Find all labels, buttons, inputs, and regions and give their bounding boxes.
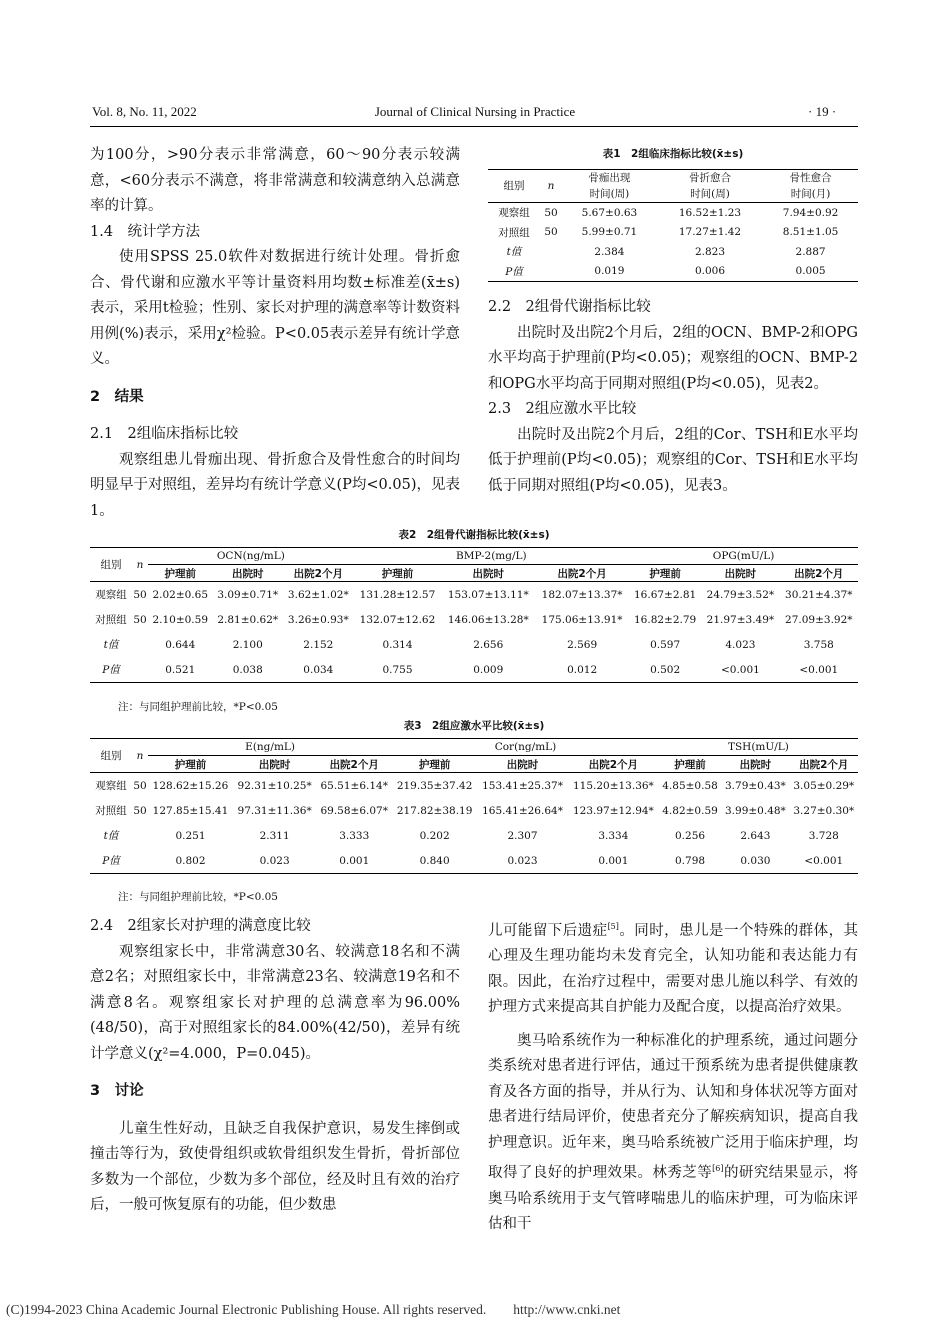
table-cell: 65.51±6.14* [320,779,388,792]
paragraph: 出院时及出院2个月后，2组的Cor、TSH和E水平均低于护理前(P均<0.05)；观察组的Cor、TSH和E水平均低于同期对照组(P均<0.05)，见表3。 [488,426,858,494]
table-cell: 3.26±0.93* [287,613,349,626]
table-cell: 3.333 [339,829,370,842]
table-cell [132,632,148,657]
table-cell: 97.31±11.36* [237,804,312,817]
table-cell: 128.62±15.26 [152,779,229,792]
table-cell: 153.41±25.37* [482,779,563,792]
page-number: · 19 · [808,104,837,119]
table-cell: <0.001 [790,848,858,874]
table-header: 组别 [90,548,132,582]
table-cell: 0.314 [382,638,413,651]
table-cell: 对照组 [498,226,530,239]
table-caption: 表1 2组临床指标比较(x̄±s) [602,148,744,160]
table-cell: 17.27±1.42 [678,226,742,239]
table-header: 出院2个月 [780,565,858,582]
table-cell: 182.07±13.37* [541,588,623,601]
table-cell: 0.798 [659,848,721,874]
table-cell [540,262,562,282]
table-cell: 69.58±6.07* [320,804,388,817]
section-heading-2-1: 2.1 2组临床指标比较 [90,426,239,442]
table-row [488,262,858,282]
table-cell: 0.038 [212,657,283,683]
table-cell: 3.27±0.30* [793,804,855,817]
paragraph: 为100分，>90分表示非常满意，60～90分表示较满意，<60分表示不满意，将非常满意和较满意纳入总满意率的计算。 [90,147,460,214]
table-cell: 131.28±12.57 [359,588,436,601]
table-header: 出院时 [477,756,568,773]
table-cell: P值 [488,262,540,282]
paragraph: 儿童生性好动，且缺乏自我保护意识，易发生摔倒或撞击等行为，致使骨组织或软骨组织发生骨折，骨折部位多数为一个部位，少数为多个部位，经及时且有效的治疗后，一般可恢复原有的功能，但少数患 [90,1120,460,1213]
journal-title: Journal of Clinical Nursing in Practice [374,104,576,119]
table-header: 护理前 [148,565,212,582]
table-row [90,632,858,657]
table-cell: 0.802 [148,848,233,874]
right-column-bottom [488,914,858,1238]
table-cell: 50 [133,804,147,817]
table-cell: 2.02±0.65 [152,588,209,601]
table-cell: 0.006 [657,262,763,282]
table-cell: 2.152 [303,638,334,651]
table-header: 出院时 [721,756,789,773]
table-cell: 7.94±0.92 [782,206,839,219]
table-cell: 0.009 [441,657,535,683]
table-cell: 24.79±3.52* [706,588,775,601]
table-row [90,848,858,874]
table-cell [132,823,148,848]
table-cell: 0.001 [568,848,659,874]
table-cell: 16.52±1.23 [678,206,742,219]
table-header: Cor(ng/mL) [392,739,659,756]
table-header: 出院2个月 [316,756,392,773]
table-header: 护理前 [629,565,701,582]
table-header: 骨痂出现 时间(周) [562,170,657,203]
table-caption: 表2 2组骨代谢指标比较(x̄±s) [398,529,550,541]
table-header: 出院2个月 [568,756,659,773]
table-cell: 0.012 [535,657,629,683]
table-cell: 0.840 [392,848,477,874]
text-run: 的研究结果显示，将奥马哈系统用于支气管哮喘患儿的临床护理，可为临床评估和干 [488,1165,859,1233]
table-cell: 3.79±0.43* [725,779,786,792]
table-cell: 16.82±2.79 [634,613,697,626]
table-cell: <0.001 [780,657,858,683]
table-cell: 对照组 [95,805,127,817]
table-cell: 4.82±0.59 [662,804,718,817]
table-cell: 0.005 [763,262,858,282]
table-cell: 对照组 [95,614,127,626]
table-row [90,773,858,799]
table-cell: 2.311 [259,829,290,842]
table-header: 出院2个月 [535,565,629,582]
table-header: 组别 [90,739,132,773]
table-cell: 0.019 [562,262,657,282]
table-cell: P值 [90,848,132,874]
table-cell: 0.755 [354,657,442,683]
table-cell: 0.034 [283,657,354,683]
table-cell: 8.51±1.05 [782,226,839,239]
table-3 [90,718,858,874]
table-cell: 观察组 [95,780,127,792]
table-cell: 0.644 [165,638,196,651]
table-header: n [132,548,148,582]
paragraph: 观察组患儿骨痂出现、骨折愈合及骨性愈合的时间均明显早于对照组，差异均有统计学意义(P均<0.05)，见表1。 [90,451,461,519]
table-cell: 2.887 [795,245,826,258]
table-cell: t值 [103,830,119,842]
table-cell: t值 [506,246,522,259]
table-cell: 50 [133,613,147,626]
table-cell: 115.20±13.36* [572,779,654,792]
table-cell: 165.41±26.64* [482,804,563,817]
table-cell: 219.35±37.42 [396,779,473,792]
table-cell: 2.823 [694,245,726,258]
text-run: 儿可能留下后遗症 [488,922,608,939]
table-header: BMP-2(mg/L) [354,548,629,565]
table-cell: 2.643 [740,829,771,842]
table-header: 护理前 [354,565,442,582]
table-cell: 0.023 [477,848,568,874]
table-header: E(ng/mL) [148,739,392,756]
table-cell: 27.09±3.92* [785,613,853,626]
table-cell: 0.521 [148,657,212,683]
table-cell: 3.62±1.02* [287,588,349,601]
section-heading-2-4: 2.4 2组家长对护理的满意度比较 [90,918,311,934]
table-cell: 0.202 [419,829,450,842]
section-heading-2-3: 2.3 2组应激水平比较 [488,401,637,417]
table-note: 注：与同组护理前比较，*P<0.05 [118,701,278,713]
table-row [90,607,858,632]
table-2 [90,527,858,683]
citation-ref[interactable]: [5] [607,922,619,931]
text-run: 奥马哈系统作为一种标准化的护理系统，通过问题分类系统对患者进行评估，通过干预系统为患者提供健康教育及各方面的指导，并从行为、认知和身体状况等方面对患者进行结局评价，使患者充分了解疾病知识，提高自我护理意识。近年来，奥马哈系统被广泛用于临床护理，均取得了良好的护理效果。林秀芝等 [488,1032,858,1182]
table-header: 护理前 [148,756,233,773]
copyright-footer: (C)1994-2023 China Academic Journal Electronic Publishing House. All rights reserved. http://www.cnki.net [6,1302,621,1317]
table-cell: 2.656 [473,638,504,651]
table-cell: 3.334 [598,829,629,842]
section-heading-2: 2 结果 [90,388,144,405]
table-cell: 0.502 [629,657,701,683]
table-cell: <0.001 [701,657,779,683]
paragraph [488,914,858,1021]
left-column-bottom [90,914,460,1219]
table-header: 出院时 [233,756,316,773]
table-cell: 30.21±4.37* [785,588,853,601]
table-cell: P值 [90,657,132,683]
citation-ref[interactable]: [6] [712,1164,724,1174]
table-header: OPG(mU/L) [629,548,858,565]
table-cell: 0.023 [233,848,316,874]
table-cell: 0.251 [175,829,206,842]
table-header: 出院2个月 [283,565,354,582]
table-cell: 3.758 [803,638,834,651]
table-cell: 3.728 [808,829,839,842]
paragraph: 出院时及出院2个月后，2组的OCN、BMP-2和OPG水平均高于护理前(P均<0.05)；观察组的OCN、BMP-2和OPG水平均高于同期对照组(P均<0.05)，见表2。 [488,324,858,392]
table-cell: 3.99±0.48* [725,804,786,817]
table-cell: 4.85±0.58 [662,779,718,792]
table-cell: 5.99±0.71 [581,226,638,239]
table-row [90,798,858,823]
text-run: 。同时，患儿是一个特殊的群体，其心理及生理功能均未发育完全，认知功能和表达能力有限。因此，在治疗过程中，需要对患儿施以科学、有效的护理方式来提高其自护能力及配合度，以提高治疗效果。 [488,922,859,1016]
section-heading-1-4: 1.4 统计学方法 [90,223,201,240]
table-cell: 5.67±0.63 [581,206,638,219]
table-row [488,203,858,223]
table-cell: 50 [133,588,147,601]
table-header: 护理前 [659,756,721,773]
table-cell: 50 [544,226,558,239]
table-row [90,582,858,608]
header-rule [90,126,858,127]
table-cell: 3.05±0.29* [793,779,855,792]
table-cell: 50 [133,779,147,792]
paragraph [488,1029,858,1238]
table-cell: 0.001 [316,848,392,874]
right-column-top [488,295,858,499]
table-header: 骨性愈合 时间(月) [763,170,858,203]
table-cell: 2.10±0.59 [152,613,209,626]
table-header: 出院时 [701,565,779,582]
table-caption: 表3 2组应激水平比较(x̄±s) [403,720,545,732]
table-cell: 观察组 [498,207,530,220]
table-cell: 50 [544,206,558,219]
table-cell: 0.597 [650,638,681,651]
table-header: 出院时 [212,565,283,582]
table-cell: 127.85±15.41 [152,804,229,817]
table-cell: 2.569 [567,638,598,651]
table-cell: 0.256 [675,829,706,842]
table-cell: 3.09±0.71* [217,588,279,601]
table-cell: 123.97±12.94* [572,804,654,817]
table-cell: 2.81±0.62* [217,613,279,626]
table-cell: 146.06±13.28* [447,613,529,626]
paragraph: 观察组家长中，非常满意30名、较满意18名和不满意2名；对照组家长中，非常满意23名、较满意19名和不满意8名。观察组家长对护理的总满意率为96.00%(48/50)，高于对照组家长的84.00%(42/50)，差异有统计学意义(χ²=4.000，P=0.045)。 [90,943,460,1062]
table-cell: 4.023 [725,638,756,651]
table-note: 注：与同组护理前比较，*P<0.05 [118,891,278,903]
table-header: 出院2个月 [790,756,858,773]
table-cell: 0.030 [721,848,789,874]
table-cell: t值 [103,639,119,651]
table-cell: 21.97±3.49* [706,613,775,626]
table-cell: 175.06±13.91* [541,613,623,626]
table-cell: 2.100 [232,638,263,651]
table-cell: 16.67±2.81 [634,588,697,601]
paragraph: 使用SPSS 25.0软件对数据进行统计处理。骨折愈合、骨代谢和应激水平等计量资料用均数±标准差(x̄±s)表示，采用t检验；性别、家长对护理的满意率等计数资料用例(%)表示，采用χ²检验。P<0.05表示差异有统计学意义。 [90,249,460,367]
table-header: 组别 [488,170,540,203]
table-cell: 92.31±10.25* [237,779,312,792]
table-1 [488,146,858,282]
left-column-top [90,143,460,524]
table-row [90,657,858,683]
table-header: TSH(mU/L) [659,739,858,756]
table-cell: 观察组 [95,589,127,601]
table-header: n [132,739,148,773]
table-row [90,823,858,848]
table-header: 出院时 [441,565,535,582]
journal-volume: Vol. 8, No. 11, 2022 [92,104,197,119]
section-heading-2-2: 2.2 2组骨代谢指标比较 [488,299,651,315]
table-cell: 217.82±38.19 [396,804,473,817]
section-heading-3: 3 讨论 [90,1083,144,1099]
table-row [488,223,858,243]
table-cell: 153.07±13.11* [447,588,529,601]
table-cell: 132.07±12.62 [359,613,436,626]
table-header: 护理前 [392,756,477,773]
table-cell [540,242,562,262]
table-cell: 2.307 [507,829,538,842]
table-header: 骨折愈合 时间(周) [657,170,763,203]
table-cell [132,848,148,874]
table-row [488,242,858,262]
table-cell [132,657,148,683]
table-header: OCN(ng/mL) [148,548,354,565]
table-header: n [540,170,562,203]
table-cell: 2.384 [594,245,625,258]
